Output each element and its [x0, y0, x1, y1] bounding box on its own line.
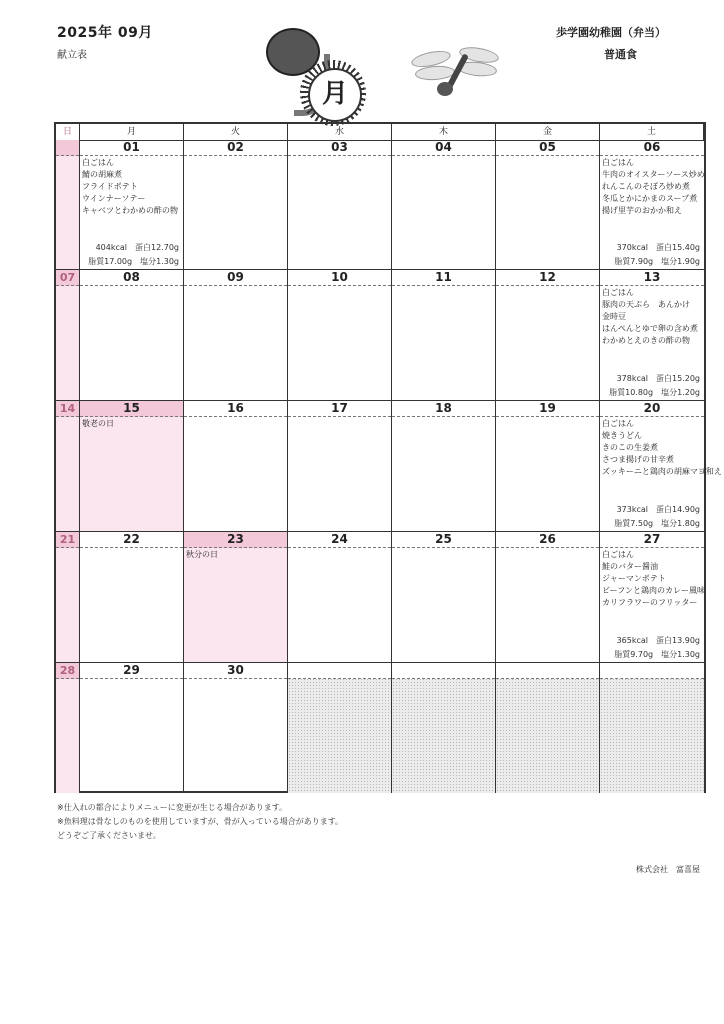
- menu-item: キャベツとわかめの酢の物: [82, 206, 178, 215]
- day-cell: [392, 140, 496, 270]
- september-logo: [252, 20, 377, 120]
- menu-item: 白ごはん: [602, 158, 634, 167]
- day-cell: [600, 140, 704, 270]
- menu-item: 牛肉のオイスターソース炒め: [602, 170, 705, 179]
- weekday-fri: 金: [496, 124, 600, 140]
- menu-list: [602, 418, 722, 478]
- day-number: 16: [184, 401, 287, 417]
- menu-item: さつま揚げの甘辛煮: [602, 455, 674, 464]
- day-cell: [184, 140, 288, 270]
- meal-type: 普通食: [604, 48, 637, 61]
- day-cell: [80, 401, 184, 532]
- weekday-mon: 月: [80, 124, 184, 140]
- day-cell: [392, 270, 496, 401]
- nutrition-energy-protein: 378kcal 蛋白15.20g: [616, 374, 700, 383]
- nutrition-fat-salt: 脂質7.50g 塩分1.80g: [614, 519, 700, 528]
- day-number: 12: [496, 270, 599, 286]
- day-cell: [600, 663, 704, 793]
- day-number: 26: [496, 532, 599, 548]
- day-cell: [288, 140, 392, 270]
- day-number: 07: [56, 270, 79, 286]
- day-cell: [184, 663, 288, 793]
- day-number: 01: [80, 140, 183, 156]
- day-number: 03: [288, 140, 391, 156]
- nutrition-fat-salt: 脂質7.90g 塩分1.90g: [614, 257, 700, 266]
- menu-item: 揚げ里芋のおかか和え: [602, 206, 682, 215]
- company-name: 株式会社 富喜屋: [636, 865, 700, 874]
- day-number: 02: [184, 140, 287, 156]
- menu-item: 豚肉の天ぷら あんかけ: [602, 300, 690, 309]
- sunburst-icon: [300, 60, 366, 126]
- day-cell: [392, 663, 496, 793]
- menu-item: わかめとえのきの酢の物: [602, 336, 690, 345]
- menu-item: 白ごはん: [602, 288, 634, 297]
- header-title: 2025年 09月: [57, 25, 153, 41]
- day-cell: [56, 663, 80, 793]
- day-number: 15: [80, 401, 183, 417]
- menu-item: 鮭のバター醤油: [602, 562, 658, 571]
- holiday-label: 敬老の日: [82, 419, 114, 428]
- header-subtitle: 献立表: [57, 50, 87, 61]
- day-cell: [496, 532, 600, 663]
- day-number: 25: [392, 532, 495, 548]
- menu-item: 焼きうどん: [602, 431, 642, 440]
- weekday-tue: 火: [184, 124, 288, 140]
- day-number: 17: [288, 401, 391, 417]
- day-cell: [288, 401, 392, 532]
- menu-item: カリフラワーのフリッター: [602, 598, 698, 607]
- menu-item: 鯖の胡麻煮: [82, 170, 122, 179]
- menu-item: れんこんのそぼろ炒め煮: [602, 182, 690, 191]
- day-number: 28: [56, 663, 79, 679]
- menu-list: [82, 157, 178, 217]
- menu-item: 金時豆: [602, 312, 626, 321]
- nutrition-fat-salt: 脂質10.80g 塩分1.20g: [609, 388, 700, 397]
- day-number: 08: [80, 270, 183, 286]
- day-cell: [184, 532, 288, 663]
- dragonfly-icon: [407, 46, 499, 102]
- day-number: [288, 663, 391, 679]
- nutrition-energy-protein: 373kcal 蛋白14.90g: [616, 505, 700, 514]
- day-number: 05: [496, 140, 599, 156]
- menu-item: 白ごはん: [602, 550, 634, 559]
- day-cell: [600, 401, 722, 532]
- footnote: ※魚料理は骨なしのものを使用していますが、骨が入っている場合があります。: [57, 817, 344, 826]
- day-number: [392, 663, 495, 679]
- holiday-label: 秋分の日: [186, 550, 218, 559]
- day-number: [496, 663, 599, 679]
- day-number: 09: [184, 270, 287, 286]
- day-cell: [288, 270, 392, 401]
- nutrition-energy-protein: 365kcal 蛋白13.90g: [616, 636, 700, 645]
- day-number: 06: [600, 140, 704, 156]
- day-number: 20: [600, 401, 704, 417]
- menu-item: ウインナーソテー: [82, 194, 146, 203]
- day-number: 22: [80, 532, 183, 548]
- day-cell: [600, 532, 704, 663]
- menu-list: [602, 287, 698, 347]
- day-number: 23: [184, 532, 287, 548]
- nutrition-energy-protein: 404kcal 蛋白12.70g: [95, 243, 179, 252]
- menu-item: はんぺんとゆで卵の含め煮: [602, 324, 698, 333]
- day-cell: [80, 532, 184, 663]
- day-number: 04: [392, 140, 495, 156]
- weekday-header-row: [56, 124, 704, 141]
- day-cell: [56, 532, 80, 663]
- day-number: 29: [80, 663, 183, 679]
- weekday-sun: 日: [56, 124, 80, 140]
- day-cell: [184, 270, 288, 401]
- day-cell: [56, 401, 80, 532]
- day-cell: [288, 663, 392, 793]
- nutrition-fat-salt: 脂質9.70g 塩分1.30g: [614, 650, 700, 659]
- menu-item: フライドポテト: [82, 182, 138, 191]
- day-cell: [496, 140, 600, 270]
- menu-list: [602, 157, 705, 217]
- day-cell: [392, 532, 496, 663]
- menu-list: [602, 549, 705, 609]
- menu-item: きのこの生姜煮: [602, 443, 658, 452]
- day-number: 30: [184, 663, 287, 679]
- nutrition-fat-salt: 脂質17.00g 塩分1.30g: [88, 257, 179, 266]
- day-cell: [600, 270, 704, 401]
- day-cell: [288, 532, 392, 663]
- footnote: ※仕入れの都合によりメニューに変更が生じる場合があります。: [57, 803, 288, 812]
- day-cell: [184, 401, 288, 532]
- menu-item: ズッキーニと鶏肉の胡麻マヨ和え: [602, 467, 722, 476]
- day-number: 11: [392, 270, 495, 286]
- day-cell: [496, 401, 600, 532]
- day-cell: [80, 140, 184, 270]
- menu-item: 冬瓜とかにかまのスープ煮: [602, 194, 698, 203]
- weekday-thu: 木: [392, 124, 496, 140]
- day-number: 14: [56, 401, 79, 417]
- menu-item: 白ごはん: [602, 419, 634, 428]
- menu-item: ジャーマンポテト: [602, 574, 666, 583]
- day-number: 19: [496, 401, 599, 417]
- logo-month-label: 月: [308, 68, 362, 122]
- day-number: [600, 663, 704, 679]
- day-cell: [56, 270, 80, 401]
- day-number: [56, 140, 79, 156]
- day-cell: [496, 663, 600, 793]
- day-number: 13: [600, 270, 704, 286]
- day-number: 27: [600, 532, 704, 548]
- day-number: 24: [288, 532, 391, 548]
- day-cell: [496, 270, 600, 401]
- day-number: 18: [392, 401, 495, 417]
- weekday-wed: 水: [288, 124, 392, 140]
- day-number: 21: [56, 532, 79, 548]
- day-cell: [80, 270, 184, 401]
- day-cell: [56, 140, 80, 270]
- menu-calendar: [54, 122, 722, 793]
- school-name: 歩学園幼稚園（弁当）: [556, 26, 666, 39]
- day-number: 10: [288, 270, 391, 286]
- menu-item: ビーフンと鶏肉のカレー風味: [602, 586, 705, 595]
- day-cell: [80, 663, 184, 793]
- nutrition-energy-protein: 370kcal 蛋白15.40g: [616, 243, 700, 252]
- footnote: どうぞご了承くださいませ。: [57, 831, 161, 840]
- weekday-sat: 土: [600, 124, 704, 140]
- menu-item: 白ごはん: [82, 158, 114, 167]
- day-cell: [392, 401, 496, 532]
